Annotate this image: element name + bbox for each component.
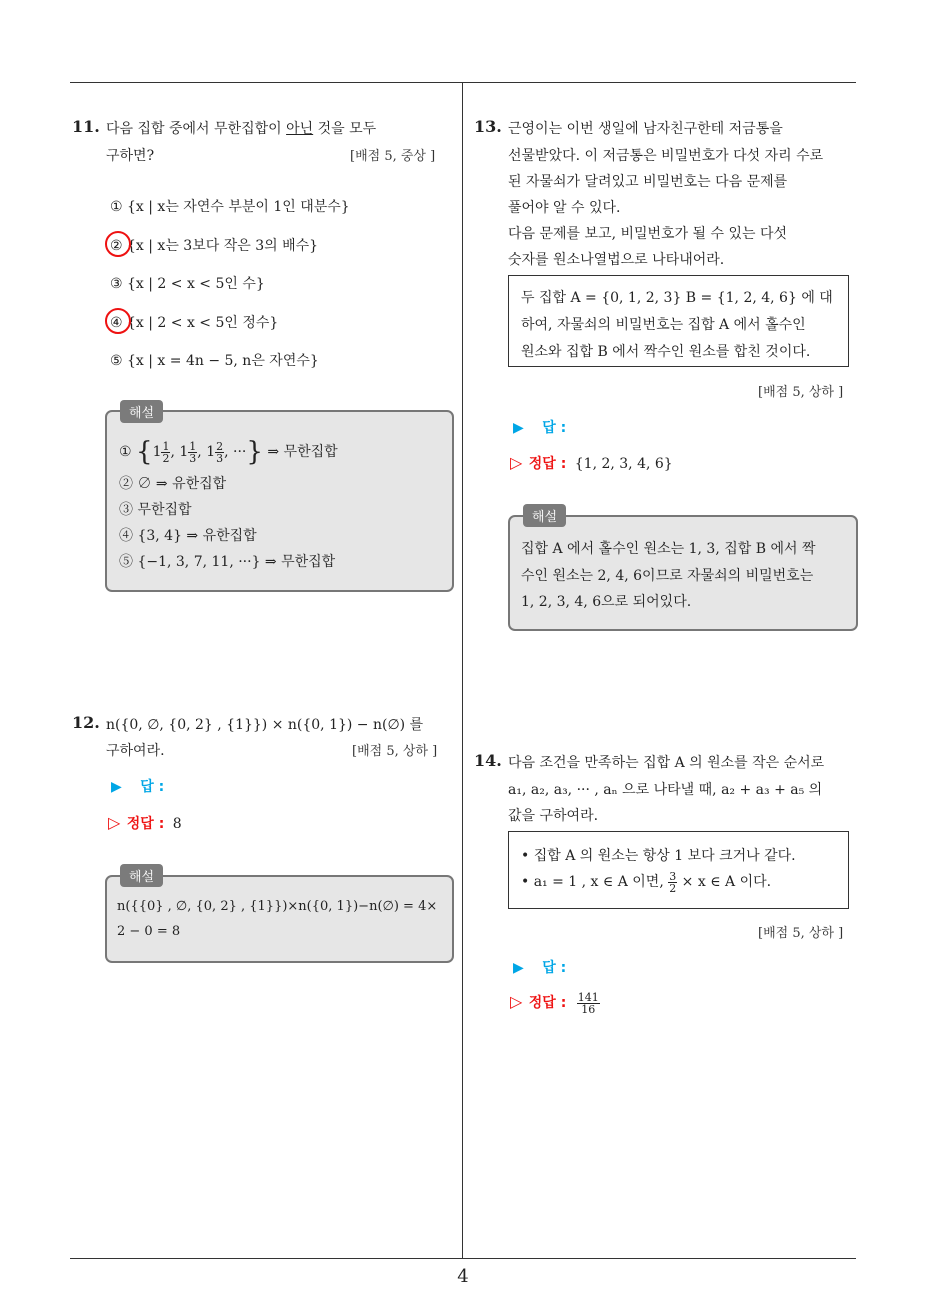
q13-box-line1: 두 집합 A = {0, 1, 2, 3} B = {1, 2, 4, 6} 에 대 (521, 290, 833, 306)
correct-triangle-icon: ▷ (510, 992, 523, 1011)
q14-answer-row (513, 957, 566, 977)
answer-mark-circle-icon (105, 231, 131, 257)
q11-solution-line3: ③ 무한집합 (119, 502, 192, 518)
q13-answer-row (513, 417, 566, 437)
q11-text-line1 (106, 118, 376, 138)
answer-mark-circle-icon (105, 308, 131, 334)
q13-text-line2: 선물받았다. 이 저금통은 비밀번호가 다섯 자리 수로 (508, 148, 824, 164)
q14-correct-label: 정답 : (528, 995, 567, 1011)
q12-correct-label: 정답 : (126, 816, 165, 832)
q11-sol1-pre: ① (119, 444, 137, 460)
q14-box-line2-a: • a₁ = 1 , x ∈ A 이면, (521, 874, 669, 890)
q11-solution-line1: ① {1 $\frac{1}{2}$ , 1 $\frac{1}{3}$ , 1 $\frac{2}{3}$ , ···} ⇒ 무한집합 (119, 437, 338, 467)
q13-text-line3: 된 자물쇠가 달려있고 비밀번호는 다음 문제를 (508, 174, 788, 190)
q13-number: 13. (474, 117, 502, 136)
q13-text-line6: 숫자를 원소나열법으로 나타내어라. (508, 252, 725, 268)
q12-text-line1: n({0, ∅, {0, 2} , {1}}) × n({0, 1}) − n(∅) 를 (106, 717, 424, 733)
q12-text-line2: 구하여라. (106, 743, 165, 759)
q13-answer-label: 답 : (542, 420, 567, 436)
column-divider (462, 82, 463, 1259)
q13-score: [배점 5, 상하 ] (758, 385, 844, 400)
q11-sol1-b: , 1 (170, 444, 189, 460)
q14-text-line2: a₁, a₂, a₃, ··· , aₙ 으로 나타낼 때, a₂ + a₃ + a₅ 의 (508, 782, 823, 798)
q14-correct-fraction (577, 992, 600, 1015)
q11-solution-line5: ⑤ {−1, 3, 7, 11, ···} ⇒ 무한집합 (119, 554, 336, 570)
q14-correct-row (510, 984, 600, 1020)
top-rule (70, 82, 856, 83)
answer-triangle-icon: ▶ (513, 420, 524, 436)
q11-sol1-d: , ··· (224, 444, 247, 460)
q13-box-line2: 하여, 자물쇠의 비밀번호는 집합 A 에서 홀수인 (521, 317, 806, 333)
q11-sol1-c: , 1 (197, 444, 216, 460)
q13-solution-line2: 수인 원소는 2, 4, 6이므로 자물쇠의 비밀번호는 (521, 568, 814, 584)
fraction-numerator: 1 (162, 439, 170, 453)
q13-solution-tab: 해설 (523, 504, 566, 527)
page-number: 4 (457, 1266, 469, 1287)
q13-solution-line1: 집합 A 에서 홀수인 원소는 1, 3, 집합 B 에서 짝 (521, 541, 816, 557)
fraction-denominator: 3 (189, 451, 197, 465)
q13-correct-label: 정답 : (528, 456, 567, 472)
fraction-denominator: 2 (162, 451, 170, 465)
q13-text-line1: 근영이는 이번 생일에 남자친구한테 저금통을 (508, 121, 783, 137)
q14-box-line1: • 집합 A 의 원소는 항상 1 보다 크거나 같다. (521, 848, 796, 864)
q11-sol1-a: 1 (152, 444, 162, 460)
q14-text-line1: 다음 조건을 만족하는 집합 A 의 원소를 작은 순서로 (508, 755, 825, 771)
q14-number: 14. (474, 751, 502, 770)
q11-text-b: 것을 모두 (313, 121, 377, 137)
q12-answer-row (111, 776, 164, 796)
answer-triangle-icon: ▶ (513, 960, 524, 976)
q11-option-2: ② {x | x는 3보다 작은 3의 배수} (110, 238, 319, 254)
q13-correct-row (510, 453, 673, 473)
fraction-denominator: 16 (581, 1002, 596, 1016)
fraction-denominator: 3 (216, 451, 224, 465)
fraction-numerator: 2 (216, 439, 224, 453)
q14-answer-label: 답 : (542, 960, 567, 976)
q11-option-5: ⑤ {x | x = 4n − 5, n은 자연수} (110, 353, 319, 369)
q11-number: 11. (72, 117, 100, 136)
q13-correct-value: {1, 2, 3, 4, 6} (574, 456, 673, 472)
q14-score: [배점 5, 상하 ] (758, 926, 844, 941)
q12-answer-label: 답 : (140, 779, 165, 795)
q12-correct-value: 8 (172, 816, 182, 832)
q12-solution-line1: n({{0} , ∅, {0, 2} , {1}})×n({0, 1})−n(∅) = 4× (117, 899, 438, 914)
q12-solution-line2: 2 − 0 = 8 (117, 924, 181, 939)
q13-box-line3: 원소와 집합 B 에서 짝수인 원소를 합친 것이다. (521, 344, 811, 360)
q12-correct-row (108, 813, 182, 833)
q11-option-1: ① {x | x는 자연수 부분이 1인 대분수} (110, 199, 350, 215)
q14-text-line3: 값을 구하여라. (508, 808, 599, 824)
q12-score: [배점 5, 상하 ] (352, 744, 438, 759)
q13-text-line4: 풀어야 알 수 있다. (508, 200, 621, 216)
q11-solution-tab: 해설 (120, 400, 163, 423)
q11-sol1-post: ⇒ 무한집합 (262, 444, 338, 460)
q11-text-a: 다음 집합 중에서 무한집합이 (106, 121, 287, 137)
q11-text-line2: 구하면? (106, 148, 155, 164)
q12-number: 12. (72, 713, 100, 732)
q13-text-line5: 다음 문제를 보고, 비밀번호가 될 수 있는 다섯 (508, 226, 788, 242)
q11-score: [배점 5, 중상 ] (350, 149, 436, 164)
q11-text-underlined: 아닌 (286, 121, 314, 137)
q12-solution-tab: 해설 (120, 864, 163, 887)
fraction-numerator: 141 (577, 990, 599, 1004)
q14-box-line2 (521, 864, 771, 900)
fraction-numerator: 1 (189, 439, 197, 453)
q11-option-3: ③ {x | 2 < x < 5인 수} (110, 276, 265, 292)
q13-solution-line3: 1, 2, 3, 4, 6으로 되어있다. (521, 594, 692, 610)
bottom-rule (70, 1258, 856, 1259)
fraction-denominator: 2 (669, 881, 677, 895)
answer-triangle-icon: ▶ (111, 779, 122, 795)
q11-solution-line2: ② ∅ ⇒ 유한집합 (119, 476, 227, 492)
correct-triangle-icon: ▷ (510, 453, 523, 472)
correct-triangle-icon: ▷ (108, 813, 121, 832)
q11-solution-line4: ④ {3, 4} ⇒ 유한집합 (119, 528, 257, 544)
q14-box-line2-b: × x ∈ A 이다. (677, 874, 772, 890)
q11-option-4: ④ {x | 2 < x < 5인 정수} (110, 315, 279, 331)
fraction-numerator: 3 (669, 869, 677, 883)
q12-solution-box (105, 875, 454, 963)
